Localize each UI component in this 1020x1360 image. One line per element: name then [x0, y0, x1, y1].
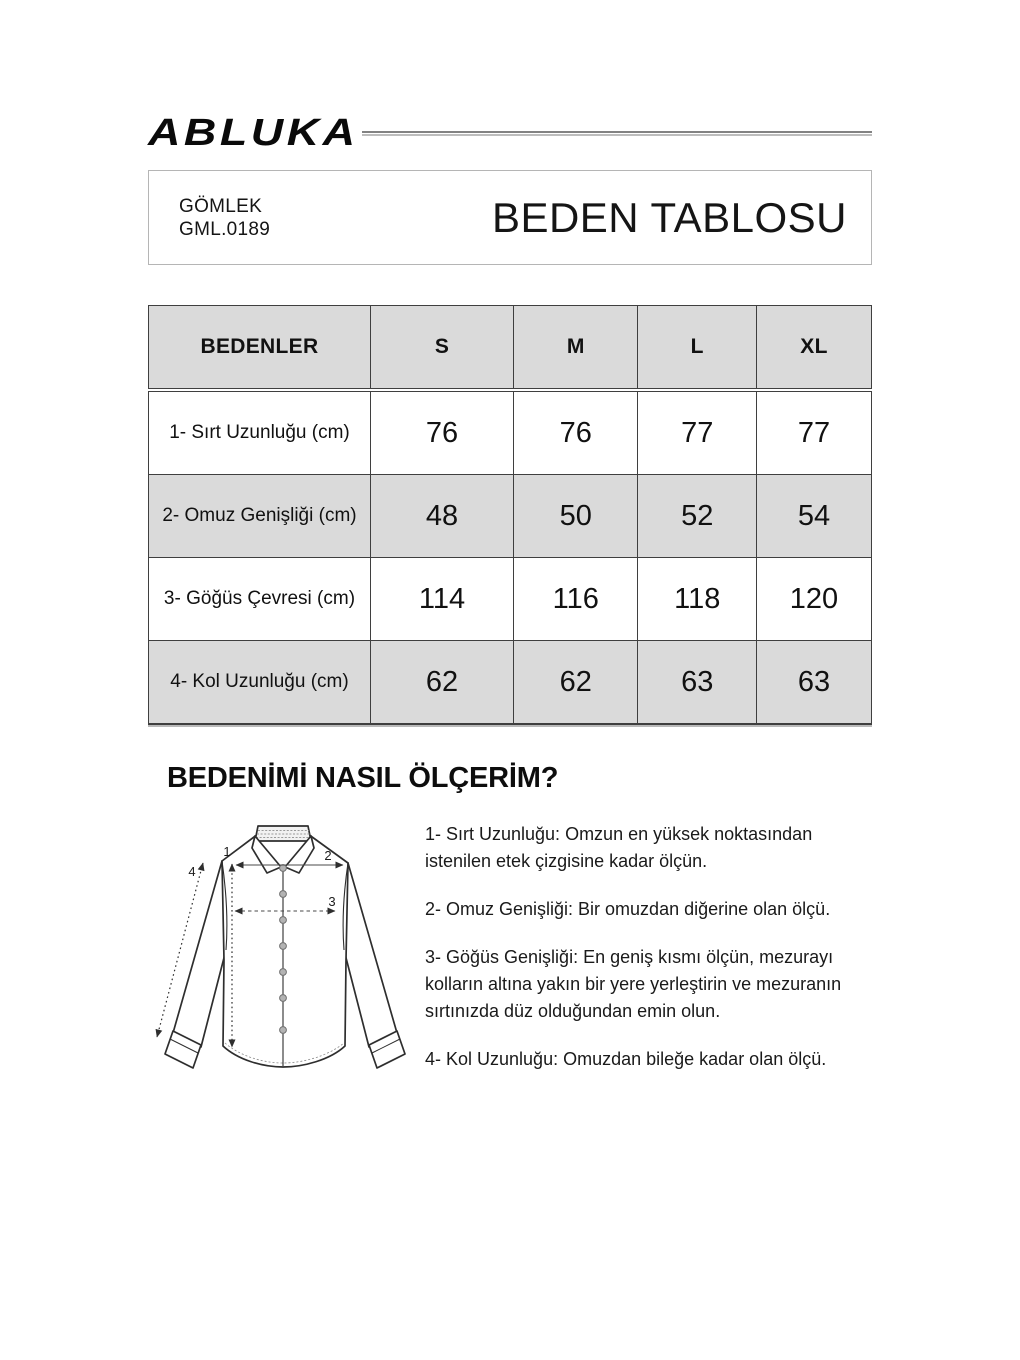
size-table-row: [149, 558, 872, 641]
size-value: 54: [757, 475, 872, 558]
size-table-body: [149, 390, 872, 724]
brand-logo: ABLUKA: [148, 111, 359, 154]
size-column-header: M: [514, 306, 638, 391]
instruction-line: 4- Kol Uzunluğu: Omuzdan bileğe kadar olan ölçü.: [425, 1049, 827, 1069]
size-value: 52: [638, 475, 757, 558]
left-sleeve: [173, 861, 226, 1047]
size-value: 62: [514, 641, 638, 725]
label-shoulder-width: 2: [324, 848, 332, 863]
measurement-label: 3- Göğüs Çevresi (cm): [149, 558, 371, 641]
instruction-line: istenilen etek çizgisine kadar ölçün.: [425, 851, 708, 871]
size-value: 76: [514, 390, 638, 475]
product-type: GÖMLEK: [179, 195, 263, 217]
instruction-line: kolların altına yakın bir yere yerleştirin ve mezuranın: [425, 974, 842, 994]
label-sleeve: 4: [188, 864, 196, 879]
size-value: 77: [757, 390, 872, 475]
size-column-header: L: [638, 306, 757, 391]
instruction-line: 3- Göğüs Genişliği: En geniş kısmı ölçün, mezurayı: [425, 947, 834, 967]
page-title: BEDEN TABLOSU: [491, 193, 847, 241]
product-meta: [179, 195, 270, 241]
measurement-label: 2- Omuz Genişliği (cm): [149, 475, 371, 558]
size-value: 114: [370, 558, 513, 641]
title-box: [148, 170, 872, 265]
instruction-line: 2- Omuz Genişliği: Bir omuzdan diğerine olan ölçü.: [425, 899, 831, 919]
size-value: 76: [370, 390, 513, 475]
brand-header: [148, 112, 872, 154]
instruction-line: 1- Sırt Uzunluğu: Omzun en yüksek noktasından: [425, 824, 813, 844]
size-table: [148, 305, 872, 725]
size-table-row: [149, 641, 872, 725]
size-column-header: S: [370, 306, 513, 391]
right-sleeve: [344, 863, 397, 1047]
instruction-line: sırtınızda düz olduğundan emin olun.: [425, 1001, 721, 1021]
size-value: 50: [514, 475, 638, 558]
collar-band: [255, 826, 311, 841]
measure-instructions: [425, 821, 895, 1094]
measurement-label: 4- Kol Uzunluğu (cm): [149, 641, 371, 725]
table-corner-header: BEDENLER: [149, 306, 371, 391]
shirt-measurement-diagram: [148, 810, 438, 1100]
size-column-header: XL: [757, 306, 872, 391]
product-code: GML.0189: [179, 218, 271, 240]
size-value: 63: [757, 641, 872, 725]
size-value: 62: [370, 641, 513, 725]
label-back-length: 1: [223, 844, 231, 859]
label-chest: 3: [328, 894, 336, 909]
size-value: 63: [638, 641, 757, 725]
size-value: 118: [638, 558, 757, 641]
size-value: 48: [370, 475, 513, 558]
brand-divider-line: [362, 131, 872, 136]
measure-guide-heading: BEDENİMİ NASIL ÖLÇERİM?: [167, 762, 559, 794]
instruction-paragraph: [425, 896, 895, 923]
size-value: 116: [514, 558, 638, 641]
size-table-row: [149, 475, 872, 558]
instruction-paragraph: [425, 1046, 895, 1073]
size-value: 120: [757, 558, 872, 641]
instruction-paragraph: [425, 944, 895, 1025]
instruction-paragraph: [425, 821, 895, 875]
measurement-label: 1- Sırt Uzunluğu (cm): [149, 390, 371, 475]
size-value: 77: [638, 390, 757, 475]
size-table-header-row: [149, 306, 872, 391]
size-table-row: [149, 390, 872, 475]
